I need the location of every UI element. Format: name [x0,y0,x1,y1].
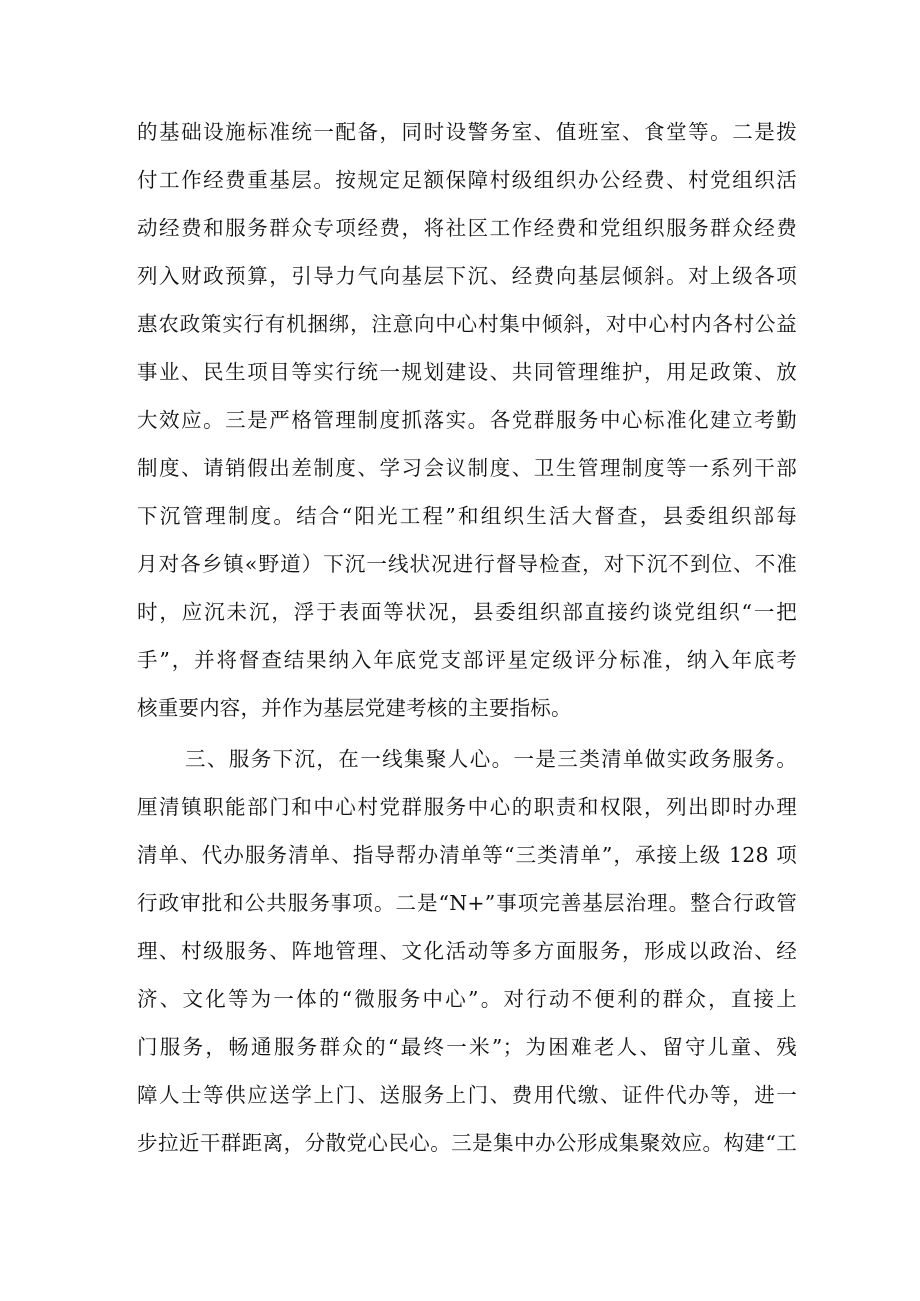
text-line: 月对各乡镇«野道）下沉一线状况进行督导检查，对下沉不到位、不准 [137,552,797,576]
text-line: 的基础设施标准统一配备，同时设警务室、值班室、食堂等。二是拨 [137,120,797,144]
text-line: 制度、请销假出差制度、学习会议制度、卫生管理制度等一系列干部 [137,456,797,480]
text-line: 大效应。三是严格管理制度抓落实。各党群服务中心标准化建立考勤 [137,408,797,432]
text-line: 事业、民生项目等实行统一规划建设、共同管理维护，用足政策、放 [137,360,797,384]
text-line: 行政审批和公共服务事项。二是“N+”事项完善基层治理。整合行政管 [137,891,797,915]
text-line: 步拉近干群距离，分散党心民心。三是集中办公形成集聚效应。构建“工 [137,1131,797,1155]
text-line: 时，应沉未沉，浮于表面等状况，县委组织部直接约谈党组织“一把 [137,600,797,624]
text-line: 手”，并将督查结果纳入年底党支部评星定级评分标准，纳入年底考 [137,648,797,672]
text-line: 理、村级服务、阵地管理、文化活动等多方面服务，形成以政治、经 [137,939,797,963]
text-line: 厘清镇职能部门和中心村党群服务中心的职责和权限，列出即时办理 [137,795,797,819]
text-line: 障人士等供应送学上门、送服务上门、费用代缴、证件代办等，进一 [137,1083,797,1107]
text-line: 付工作经费重基层。按规定足额保障村级组织办公经费、村党组织活 [137,168,797,192]
text-line: 下沉管理制度。结合“阳光工程”和组织生活大督查，县委组织部每 [137,504,797,528]
text-line: 核重要内容，并作为基层党建考核的主要指标。 [137,696,572,720]
text-line: 三、服务下沉，在一线集聚人心。一是三类清单做实政务服务。 [185,747,797,771]
text-line: 济、文化等为一体的“微服务中心”。对行动不便利的群众，直接上 [137,987,797,1011]
text-line: 清单、代办服务清单、指导帮办清单等“三类清单”，承接上级 128 项 [137,843,797,867]
text-line: 惠农政策实行有机捆绑，注意向中心村集中倾斜，对中心村内各村公益 [137,312,797,336]
text-line: 列入财政预算，引导力气向基层下沉、经费向基层倾斜。对上级各项 [137,264,797,288]
text-line: 动经费和服务群众专项经费，将社区工作经费和党组织服务群众经费 [137,216,797,240]
text-line: 门服务，畅通服务群众的“最终一米”；为困难老人、留守儿童、残 [137,1035,797,1059]
